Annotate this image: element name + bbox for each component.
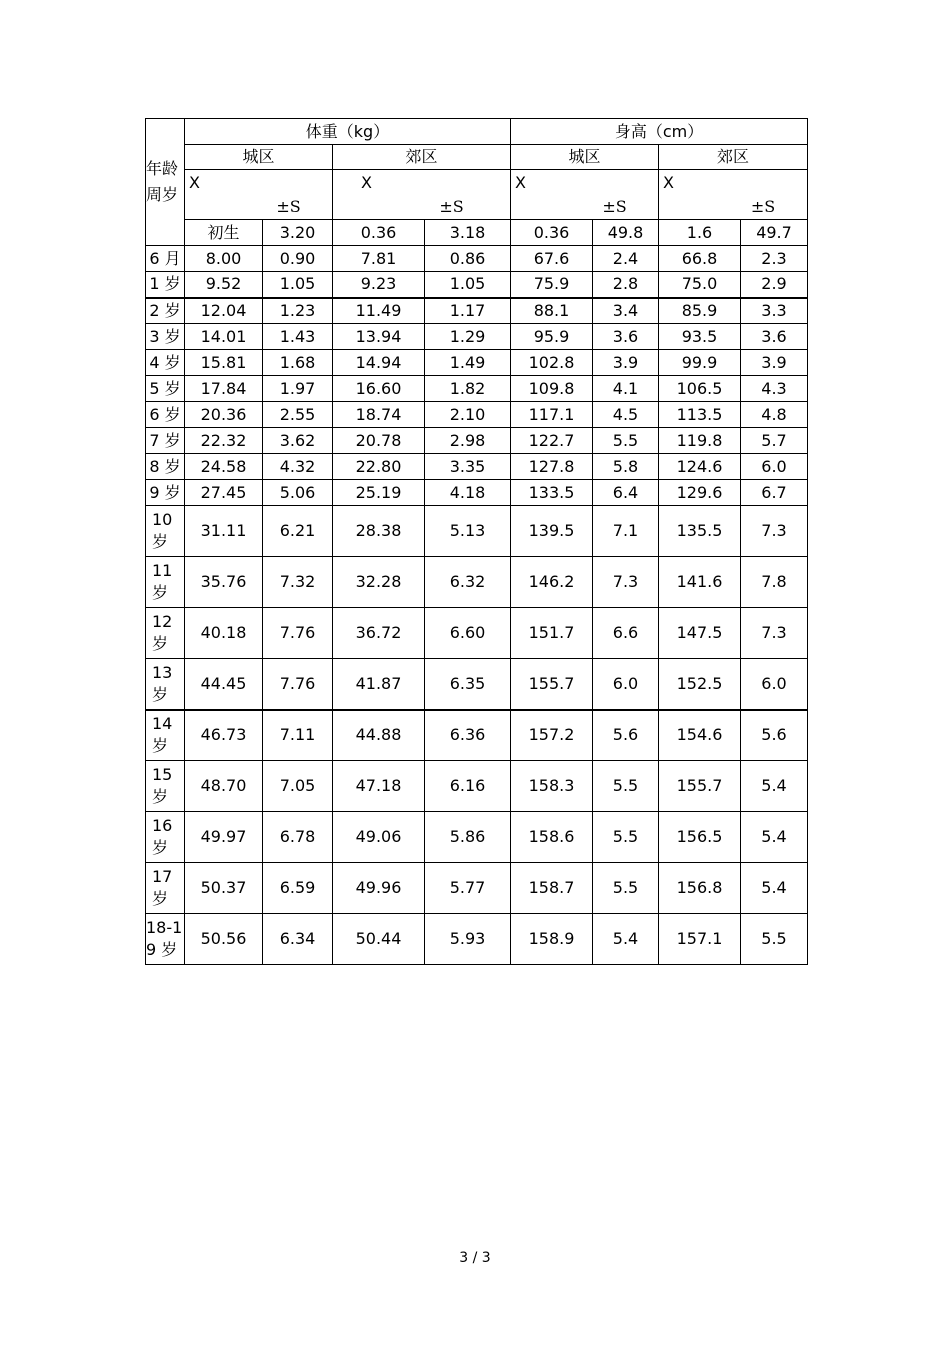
value-cell-w-s-m: 44.88 xyxy=(333,710,425,761)
table-row xyxy=(146,557,808,608)
value-cell-h-u-s: 4.5 xyxy=(593,402,659,428)
value-cell-h-u-m: 133.5 xyxy=(511,480,593,506)
value-cell-h-u-s: 5.5 xyxy=(593,761,659,812)
value-cell-w-u-s: 0.36 xyxy=(333,220,425,246)
value-cell-w-s-s: 2.10 xyxy=(425,402,511,428)
value-cell-w-u-s: 5.06 xyxy=(263,480,333,506)
age-header-cell xyxy=(146,119,185,246)
value-cell-h-u-m: 122.7 xyxy=(511,428,593,454)
value-cell-h-s-s: 6.0 xyxy=(741,454,808,480)
value-cell-h-s-s: 3.6 xyxy=(741,324,808,350)
age-line-2: 岁 xyxy=(152,532,169,551)
value-cell-h-u-m: 157.2 xyxy=(511,710,593,761)
value-cell-w-s-s: 2.98 xyxy=(425,428,511,454)
value-cell-w-s-m: 41.87 xyxy=(333,659,425,710)
value-cell-h-u-m: 117.1 xyxy=(511,402,593,428)
value-cell-h-s-m: 156.8 xyxy=(659,863,741,914)
age-line-2: 岁 xyxy=(152,736,169,756)
age-cell xyxy=(146,557,185,608)
value-cell-w-u-s: 1.68 xyxy=(263,350,333,376)
age-line-1: 13 xyxy=(152,662,173,682)
value-cell-h-u-s: 6.4 xyxy=(593,480,659,506)
value-cell-w-s-m: 3.18 xyxy=(425,220,511,246)
value-cell-h-s-m: 119.8 xyxy=(659,428,741,454)
table-row xyxy=(146,506,808,557)
value-cell-w-s-s: 6.16 xyxy=(425,761,511,812)
value-cell-h-s-s: 2.9 xyxy=(741,272,808,298)
growth-standards-table xyxy=(145,118,808,965)
value-cell-h-s-m: 66.8 xyxy=(659,246,741,272)
value-cell-w-s-m: 22.80 xyxy=(333,454,425,480)
value-cell-h-u-s: 2.8 xyxy=(593,272,659,298)
table-row xyxy=(146,761,808,812)
value-cell-h-s-s: 7.3 xyxy=(741,506,808,557)
value-cell-h-u-m: 158.6 xyxy=(511,812,593,863)
value-cell-h-u-s: 7.3 xyxy=(593,557,659,608)
value-cell-h-s-m: 141.6 xyxy=(659,557,741,608)
sd-symbol: ±S xyxy=(276,196,301,216)
value-cell-h-s-m: 156.5 xyxy=(659,812,741,863)
age-header-label: 年龄 xyxy=(146,159,179,178)
age-cell: 3 岁 xyxy=(146,324,185,350)
value-cell-w-u-s: 3.62 xyxy=(263,428,333,454)
value-cell-h-u-s: 5.5 xyxy=(593,428,659,454)
table-row xyxy=(146,480,808,506)
value-cell-w-u-m: 3.20 xyxy=(263,220,333,246)
table-row xyxy=(146,298,808,324)
age-line-2: 岁 xyxy=(152,787,169,806)
value-cell-w-s-m: 9.23 xyxy=(333,272,425,298)
page-number: 3 / 3 xyxy=(459,1250,491,1266)
age-line-2: 岁 xyxy=(152,634,169,653)
height-urban-stat-header xyxy=(511,170,659,220)
mean-symbol: X xyxy=(189,172,200,192)
value-cell-w-u-s: 6.78 xyxy=(263,812,333,863)
sd-symbol: ±S xyxy=(750,196,776,216)
value-cell-w-s-s: 6.32 xyxy=(425,557,511,608)
value-cell-w-s-m: 25.19 xyxy=(333,480,425,506)
age-cell: 6 月 xyxy=(146,246,185,272)
age-line-2: 岁 xyxy=(152,889,169,908)
age-line-1: 16 xyxy=(152,816,173,835)
value-cell-w-u-m: 20.36 xyxy=(185,402,263,428)
value-cell-h-s-s: 5.4 xyxy=(741,761,808,812)
value-cell-h-u-m: 95.9 xyxy=(511,324,593,350)
value-cell-h-s-s: 5.4 xyxy=(741,812,808,863)
age-line-2: 岁 xyxy=(152,583,169,602)
value-cell-h-u-m: 158.7 xyxy=(511,863,593,914)
table-row xyxy=(146,608,808,659)
value-cell-h-u-s: 1.6 xyxy=(659,220,741,246)
age-line-1: 14 xyxy=(152,714,173,734)
value-cell-w-s-m: 14.94 xyxy=(333,350,425,376)
weight-suburban-stat-header xyxy=(333,170,511,220)
value-cell-w-u-m: 24.58 xyxy=(185,454,263,480)
value-cell-h-s-m: 155.7 xyxy=(659,761,741,812)
value-cell-w-u-m: 12.04 xyxy=(185,298,263,324)
table-row xyxy=(146,863,808,914)
age-cell xyxy=(146,863,185,914)
value-cell-w-s-s: 6.60 xyxy=(425,608,511,659)
value-cell-h-s-m: 85.9 xyxy=(659,298,741,324)
value-cell-w-s-s: 6.35 xyxy=(425,659,511,710)
value-cell-h-s-s: 7.8 xyxy=(741,557,808,608)
value-cell-w-u-m: 49.97 xyxy=(185,812,263,863)
value-cell-w-s-s: 1.29 xyxy=(425,324,511,350)
value-cell-w-u-s: 7.05 xyxy=(263,761,333,812)
value-cell-h-u-m: 158.3 xyxy=(511,761,593,812)
value-cell-w-u-m: 27.45 xyxy=(185,480,263,506)
value-cell-w-u-m: 35.76 xyxy=(185,557,263,608)
table-row xyxy=(146,324,808,350)
value-cell-w-s-s: 5.13 xyxy=(425,506,511,557)
age-cell: 1 岁 xyxy=(146,272,185,298)
value-cell-h-s-s: 5.5 xyxy=(741,914,808,965)
value-cell-h-u-s: 3.4 xyxy=(593,298,659,324)
value-cell-w-u-m: 46.73 xyxy=(185,710,263,761)
value-cell-h-s-s: 4.8 xyxy=(741,402,808,428)
age-cell: 4 岁 xyxy=(146,350,185,376)
value-cell-h-s-s: 6.7 xyxy=(741,480,808,506)
value-cell-h-u-m: 109.8 xyxy=(511,376,593,402)
weight-urban-header: 城区 xyxy=(185,145,333,170)
value-cell-w-u-s: 6.34 xyxy=(263,914,333,965)
value-cell-w-u-m: 15.81 xyxy=(185,350,263,376)
value-cell-w-u-s: 7.32 xyxy=(263,557,333,608)
table-row xyxy=(146,220,808,246)
table-row xyxy=(146,350,808,376)
value-cell-w-u-m: 50.37 xyxy=(185,863,263,914)
value-cell-w-u-s: 6.21 xyxy=(263,506,333,557)
value-cell-h-s-m: 113.5 xyxy=(659,402,741,428)
value-cell-h-s-s: 3.3 xyxy=(741,298,808,324)
value-cell-w-s-m: 50.44 xyxy=(333,914,425,965)
value-cell-w-s-m: 20.78 xyxy=(333,428,425,454)
age-cell xyxy=(146,608,185,659)
value-cell-h-u-s: 5.5 xyxy=(593,863,659,914)
value-cell-h-u-m: 49.8 xyxy=(593,220,659,246)
value-cell-w-u-s: 2.55 xyxy=(263,402,333,428)
age-line-1: 11 xyxy=(152,561,173,580)
value-cell-w-s-s: 1.17 xyxy=(425,298,511,324)
age-line-1: 12 xyxy=(152,612,173,631)
age-cell xyxy=(146,914,185,965)
value-cell-h-s-m: 75.0 xyxy=(659,272,741,298)
mean-symbol: X xyxy=(663,172,674,192)
mean-symbol: X xyxy=(515,172,526,192)
value-cell-h-s-m: 129.6 xyxy=(659,480,741,506)
value-cell-w-u-s: 6.59 xyxy=(263,863,333,914)
age-cell: 7 岁 xyxy=(146,428,185,454)
table-row xyxy=(146,659,808,710)
value-cell-h-s-m: 157.1 xyxy=(659,914,741,965)
value-cell-w-s-s: 0.36 xyxy=(511,220,593,246)
value-cell-w-s-s: 1.49 xyxy=(425,350,511,376)
weight-header: 体重（kg） xyxy=(185,119,511,145)
value-cell-h-s-s: 5.6 xyxy=(741,710,808,761)
age-line-1: 17 xyxy=(152,867,173,886)
age-line-1: 18-1 xyxy=(146,918,183,937)
value-cell-w-s-s: 0.86 xyxy=(425,246,511,272)
table-row xyxy=(146,454,808,480)
value-cell-h-s-m: 106.5 xyxy=(659,376,741,402)
value-cell-h-u-s: 6.6 xyxy=(593,608,659,659)
value-cell-w-s-m: 11.49 xyxy=(333,298,425,324)
value-cell-w-u-s: 0.90 xyxy=(263,246,333,272)
value-cell-h-s-m: 154.6 xyxy=(659,710,741,761)
value-cell-w-s-s: 5.86 xyxy=(425,812,511,863)
value-cell-w-s-s: 3.35 xyxy=(425,454,511,480)
value-cell-h-s-s: 5.7 xyxy=(741,428,808,454)
value-cell-h-u-m: 75.9 xyxy=(511,272,593,298)
value-cell-h-s-s: 5.4 xyxy=(741,863,808,914)
table-row xyxy=(146,376,808,402)
value-cell-w-u-m: 50.56 xyxy=(185,914,263,965)
value-cell-h-u-m: 158.9 xyxy=(511,914,593,965)
value-cell-h-u-s: 4.1 xyxy=(593,376,659,402)
value-cell-w-s-s: 4.18 xyxy=(425,480,511,506)
value-cell-w-s-m: 36.72 xyxy=(333,608,425,659)
age-cell xyxy=(146,812,185,863)
value-cell-h-u-m: 146.2 xyxy=(511,557,593,608)
value-cell-h-u-s: 3.9 xyxy=(593,350,659,376)
age-line-1: 15 xyxy=(152,765,173,784)
value-cell-h-u-s: 5.4 xyxy=(593,914,659,965)
age-cell: 8 岁 xyxy=(146,454,185,480)
value-cell-h-s-m: 124.6 xyxy=(659,454,741,480)
table-row xyxy=(146,914,808,965)
value-cell-w-u-s: 7.11 xyxy=(263,710,333,761)
value-cell-w-u-m: 8.00 xyxy=(185,246,263,272)
table-row xyxy=(146,246,808,272)
age-cell: 5 岁 xyxy=(146,376,185,402)
age-cell xyxy=(146,761,185,812)
value-cell-w-s-m: 18.74 xyxy=(333,402,425,428)
value-cell-h-u-m: 102.8 xyxy=(511,350,593,376)
height-urban-header: 城区 xyxy=(511,145,659,170)
value-cell-w-s-s: 5.93 xyxy=(425,914,511,965)
value-cell-w-s-m: 49.06 xyxy=(333,812,425,863)
value-cell-h-s-m: 147.5 xyxy=(659,608,741,659)
table-row xyxy=(146,428,808,454)
table-row xyxy=(146,272,808,298)
sd-symbol: ±S xyxy=(439,196,464,216)
value-cell-h-s-s: 2.3 xyxy=(741,246,808,272)
value-cell-h-s-m: 93.5 xyxy=(659,324,741,350)
value-cell-h-u-s: 5.6 xyxy=(593,710,659,761)
value-cell-w-u-m: 14.01 xyxy=(185,324,263,350)
value-cell-w-u-m: 40.18 xyxy=(185,608,263,659)
sd-symbol: ±S xyxy=(602,196,627,216)
value-cell-w-u-m: 22.32 xyxy=(185,428,263,454)
table-row xyxy=(146,812,808,863)
age-cell: 9 岁 xyxy=(146,480,185,506)
height-header: 身高（cm） xyxy=(511,119,808,145)
value-cell-w-u-s: 1.43 xyxy=(263,324,333,350)
value-cell-h-s-m: 49.7 xyxy=(741,220,808,246)
value-cell-h-u-m: 155.7 xyxy=(511,659,593,710)
value-cell-w-u-m: 17.84 xyxy=(185,376,263,402)
value-cell-w-u-m: 31.11 xyxy=(185,506,263,557)
value-cell-w-s-s: 1.05 xyxy=(425,272,511,298)
age-cell xyxy=(146,506,185,557)
value-cell-h-u-s: 7.1 xyxy=(593,506,659,557)
value-cell-w-s-s: 1.82 xyxy=(425,376,511,402)
value-cell-h-u-m: 151.7 xyxy=(511,608,593,659)
age-line-2: 9 岁 xyxy=(146,940,178,959)
age-cell: 初生 xyxy=(185,220,263,246)
age-cell xyxy=(146,659,185,710)
value-cell-w-s-m: 7.81 xyxy=(333,246,425,272)
value-cell-h-u-s: 2.4 xyxy=(593,246,659,272)
value-cell-w-u-m: 48.70 xyxy=(185,761,263,812)
height-suburban-stat-header xyxy=(659,170,808,220)
value-cell-w-s-s: 5.77 xyxy=(425,863,511,914)
weight-suburban-header: 郊区 xyxy=(333,145,511,170)
value-cell-w-s-m: 49.96 xyxy=(333,863,425,914)
value-cell-w-s-m: 28.38 xyxy=(333,506,425,557)
age-line-2: 岁 xyxy=(152,838,169,857)
value-cell-h-u-m: 67.6 xyxy=(511,246,593,272)
age-line-2: 岁 xyxy=(152,684,169,704)
age-cell: 2 岁 xyxy=(146,298,185,324)
value-cell-h-u-s: 3.6 xyxy=(593,324,659,350)
weight-urban-stat-header xyxy=(185,170,333,220)
height-suburban-header: 郊区 xyxy=(659,145,808,170)
value-cell-w-u-s: 1.23 xyxy=(263,298,333,324)
value-cell-w-s-m: 32.28 xyxy=(333,557,425,608)
value-cell-w-u-m: 44.45 xyxy=(185,659,263,710)
value-cell-h-s-m: 99.9 xyxy=(659,350,741,376)
age-cell: 6 岁 xyxy=(146,402,185,428)
value-cell-h-s-s: 6.0 xyxy=(741,659,808,710)
value-cell-w-s-m: 16.60 xyxy=(333,376,425,402)
value-cell-w-u-s: 4.32 xyxy=(263,454,333,480)
value-cell-h-s-s: 4.3 xyxy=(741,376,808,402)
value-cell-h-u-s: 5.8 xyxy=(593,454,659,480)
value-cell-w-u-s: 7.76 xyxy=(263,659,333,710)
table-row xyxy=(146,402,808,428)
value-cell-h-s-m: 152.5 xyxy=(659,659,741,710)
value-cell-w-s-m: 47.18 xyxy=(333,761,425,812)
value-cell-h-u-m: 127.8 xyxy=(511,454,593,480)
value-cell-w-s-m: 13.94 xyxy=(333,324,425,350)
table-row xyxy=(146,710,808,761)
value-cell-h-u-s: 6.0 xyxy=(593,659,659,710)
value-cell-w-u-s: 7.76 xyxy=(263,608,333,659)
value-cell-w-s-s: 6.36 xyxy=(425,710,511,761)
value-cell-h-u-m: 139.5 xyxy=(511,506,593,557)
value-cell-h-s-s: 7.3 xyxy=(741,608,808,659)
value-cell-w-u-m: 9.52 xyxy=(185,272,263,298)
value-cell-w-u-s: 1.05 xyxy=(263,272,333,298)
mean-symbol: X xyxy=(361,172,372,192)
value-cell-h-s-s: 3.9 xyxy=(741,350,808,376)
value-cell-h-u-s: 5.5 xyxy=(593,812,659,863)
value-cell-w-u-s: 1.97 xyxy=(263,376,333,402)
value-cell-h-u-m: 88.1 xyxy=(511,298,593,324)
age-header-unit: 周岁 xyxy=(146,185,179,204)
value-cell-h-s-m: 135.5 xyxy=(659,506,741,557)
age-cell xyxy=(146,710,185,761)
age-line-1: 10 xyxy=(152,510,173,529)
